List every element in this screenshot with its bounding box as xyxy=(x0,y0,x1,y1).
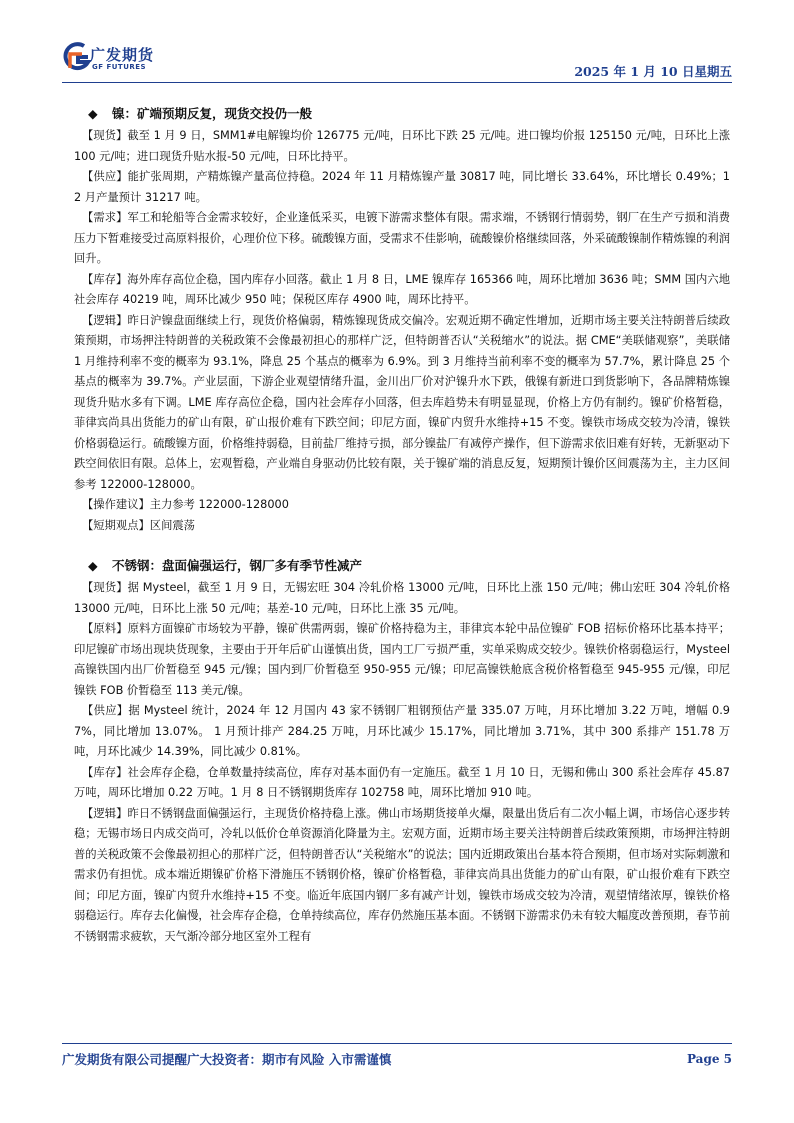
paragraph-operation: 【操作建议】主力参考 122000-128000 xyxy=(82,498,289,511)
paragraph-supply: 【供应】能扩张周期，产精炼镍产量高位持稳。2024 年 11 月精炼镍产量 30817 吨，同比增长 33.64%，环比增长 0.49%；12 月产量预计 31217 吨。 xyxy=(74,170,730,204)
paragraph-spot: 【现货】据 Mysteel，截至 1 月 9 日，无锡宏旺 304 冷轧价格 13000 元/吨，日环比上涨 150 元/吨；佛山宏旺 304 冷轧价格 13000 元/吨，日环比上涨 50 元/吨；基差-10 元/吨，日环比上涨 35 元/吨。 xyxy=(74,581,730,615)
paragraph-raw-material: 【原料】原料方面镍矿市场较为平静，镍矿供需两弱，镍矿价格持稳为主，菲律宾本轮中品位镍矿 FOB 招标价格环比基本持平；印尼镍矿市场出现块货现象，主要由于开年后矿山谨慎出货，国内工厂亏损严重，实单采购成交较少。镍铁价格弱稳运行，Mysteel 高镍铁国内出厂价暂稳至 945 元/镍；国内到厂价暂稳至 950-955 元/镍；印尼高镍铁舱底含税价格暂稳至 945-955 元/镍，印尼镍铁 FOB 价暂稳至 113 美元/镍。 xyxy=(74,622,730,697)
section-title: ◆ 镍：矿端预期反复，现货交投仍一般 xyxy=(88,104,730,124)
section-stainless-steel xyxy=(74,556,730,947)
company-logo xyxy=(62,42,162,76)
section-title: ◆ 不锈钢：盘面偏强运行，钢厂多有季节性减产 xyxy=(88,556,730,576)
paragraph-inventory: 【库存】社会库存企稳，仓单数量持续高位，库存对基本面仍有一定施压。截至 1 月 10 日，无锡和佛山 300 系社会库存 45.87 万吨，周环比增加 0.22 万吨。1 月 8 日不锈钢期货库存 102758 吨，周环比增加 910 吨。 xyxy=(74,765,730,799)
page-number: Page 5 xyxy=(686,1052,732,1066)
logo-cn-text: 广发期货 xyxy=(90,46,155,64)
section-gap xyxy=(74,536,730,556)
diamond-bullet-icon: ◆ xyxy=(88,558,98,573)
header-divider xyxy=(62,82,732,83)
paragraph-logic: 【逻辑】昨日沪镍盘面继续上行，现货价格偏弱，精炼镍现货成交偏冷。宏观近期不确定性增加，近期市场主要关注特朗普后续政策预期，市场押注特朗普的关税政策不会像最初担心的那样广泛，但特朗普否认“关税缩水”的说法。据 CME“美联储观察”，美联储 1 月维持利率不变的概率为 93.1%，降息 25 个基点的概率为 6.9%。到 3 月维持当前利率不变的概率为 57.7%，累计降息 25 个基点的概率为 39.7%。产业层面，下游企业观望情绪升温，金川出厂价对沪镍升水下跌，俄镍有新进口到货影响下，各品牌精炼镍现货升贴水多有下调。LME 库存高位企稳，国内社会库存小回落，但去库趋势未有明显显现，价格上方仍有制约。镍矿价格暂稳，菲律宾尚具出货能力的矿山有限，矿山报价难有下跌空间；印尼方面，镍矿内贸升水维持+15 不变。镍铁市场成交较为冷清，镍铁价格弱稳运行。硫酸镍方面，价格维持弱稳，目前盐厂维持亏损，部分镍盐厂有减停产操作，但下游需求依旧难有好转，无新驱动下跌空间依旧有限。总体上，宏观暂稳，产业端自身驱动仍比较有限，关于镍矿端的消息反复，短期预计镍价区间震荡为主，主力区间参考 122000-128000。 xyxy=(74,313,730,491)
gf-logo-icon xyxy=(62,42,92,72)
paragraph-inventory: 【库存】海外库存高位企稳，国内库存小回落。截止 1 月 8 日，LME 镍库存 165366 吨，周环比增加 3636 吨；SMM 国内六地社会库存 40219 吨，周环比减少 950 吨；保税区库存 4900 吨，周环比持平。 xyxy=(74,272,730,306)
paragraph-supply: 【供应】据 Mysteel 统计，2024 年 12 月国内 43 家不锈钢厂粗钢预估产量 335.07 万吨，月环比增加 3.22 万吨，增幅 0.97%，同比增加 13.07%。 1 月预计排产 284.25 万吨，月环比减少 15.17%，同比增加 3.71%，其中 300 系排产 151.78 万吨，月环比减少 14.39%，同比减少 0.81%。 xyxy=(74,704,730,758)
page-header xyxy=(0,0,794,84)
report-date: 2025 年 1 月 10 日星期五 xyxy=(574,64,732,79)
section-nickel xyxy=(74,104,730,536)
footer-divider xyxy=(62,1043,732,1044)
logo-en-text: GF FUTURES xyxy=(92,63,147,71)
diamond-bullet-icon: ◆ xyxy=(88,106,98,121)
paragraph-spot: 【现货】截至 1 月 9 日，SMM1#电解镍均价 126775 元/吨，日环比下跌 25 元/吨。进口镍均价报 125150 元/吨，日环比上涨 100 元/吨；进口现货升贴水报-50 元/吨，日环比持平。 xyxy=(74,129,730,163)
risk-notice: 广发期货有限公司提醒广大投资者：期市有风险 入市需谨慎 xyxy=(62,1052,392,1067)
paragraph-logic: 【逻辑】昨日不锈钢盘面偏强运行，主现货价格持稳上涨。佛山市场期货接单火爆，限量出货后有二次小幅上调，市场信心逐步转稳；无锡市场日内成交尚可，冷轧以低价仓单资源消化降量为主。宏观方面，近期市场主要关注特朗普后续政策预期，市场押注特朗普的关税政策不会像最初担心的那样广泛，但特朗普否认“关税缩水”的说法；国内近期政策出台基本符合预期，但市场对实际刺激和需求仍有担忧。成本端近期镍矿价格下滑施压不锈钢价格，镍矿价格暂稳，菲律宾尚具出货能力的矿山有限，矿山报价难有下跌空间；印尼方面，镍矿内贸升水维持+15 不变。临近年底国内钢厂多有减产计划，镍铁市场成交较为冷清，观望情绪浓厚，镍铁价格弱稳运行。库存去化偏慢，社会库存企稳，仓单持续高位，库存仍然施压基本面。不锈钢下游需求仍未有较大幅度改善预期，春节前不锈钢需求疲软，天气渐冷部分地区室外工程有 xyxy=(74,806,730,943)
paragraph-demand: 【需求】军工和轮船等合金需求较好，企业逢低采买，电镀下游需求整体有限。需求端，不锈钢行情弱势，钢厂在生产亏损和消费压力下暂难接受过高原料报价，心理价位下移。硫酸镍方面，受需求不佳影响，硫酸镍价格继续回落，外采硫酸镍制作精炼镍的利润回升。 xyxy=(74,211,730,265)
paragraph-outlook: 【短期观点】区间震荡 xyxy=(82,518,195,532)
report-body xyxy=(74,104,730,947)
